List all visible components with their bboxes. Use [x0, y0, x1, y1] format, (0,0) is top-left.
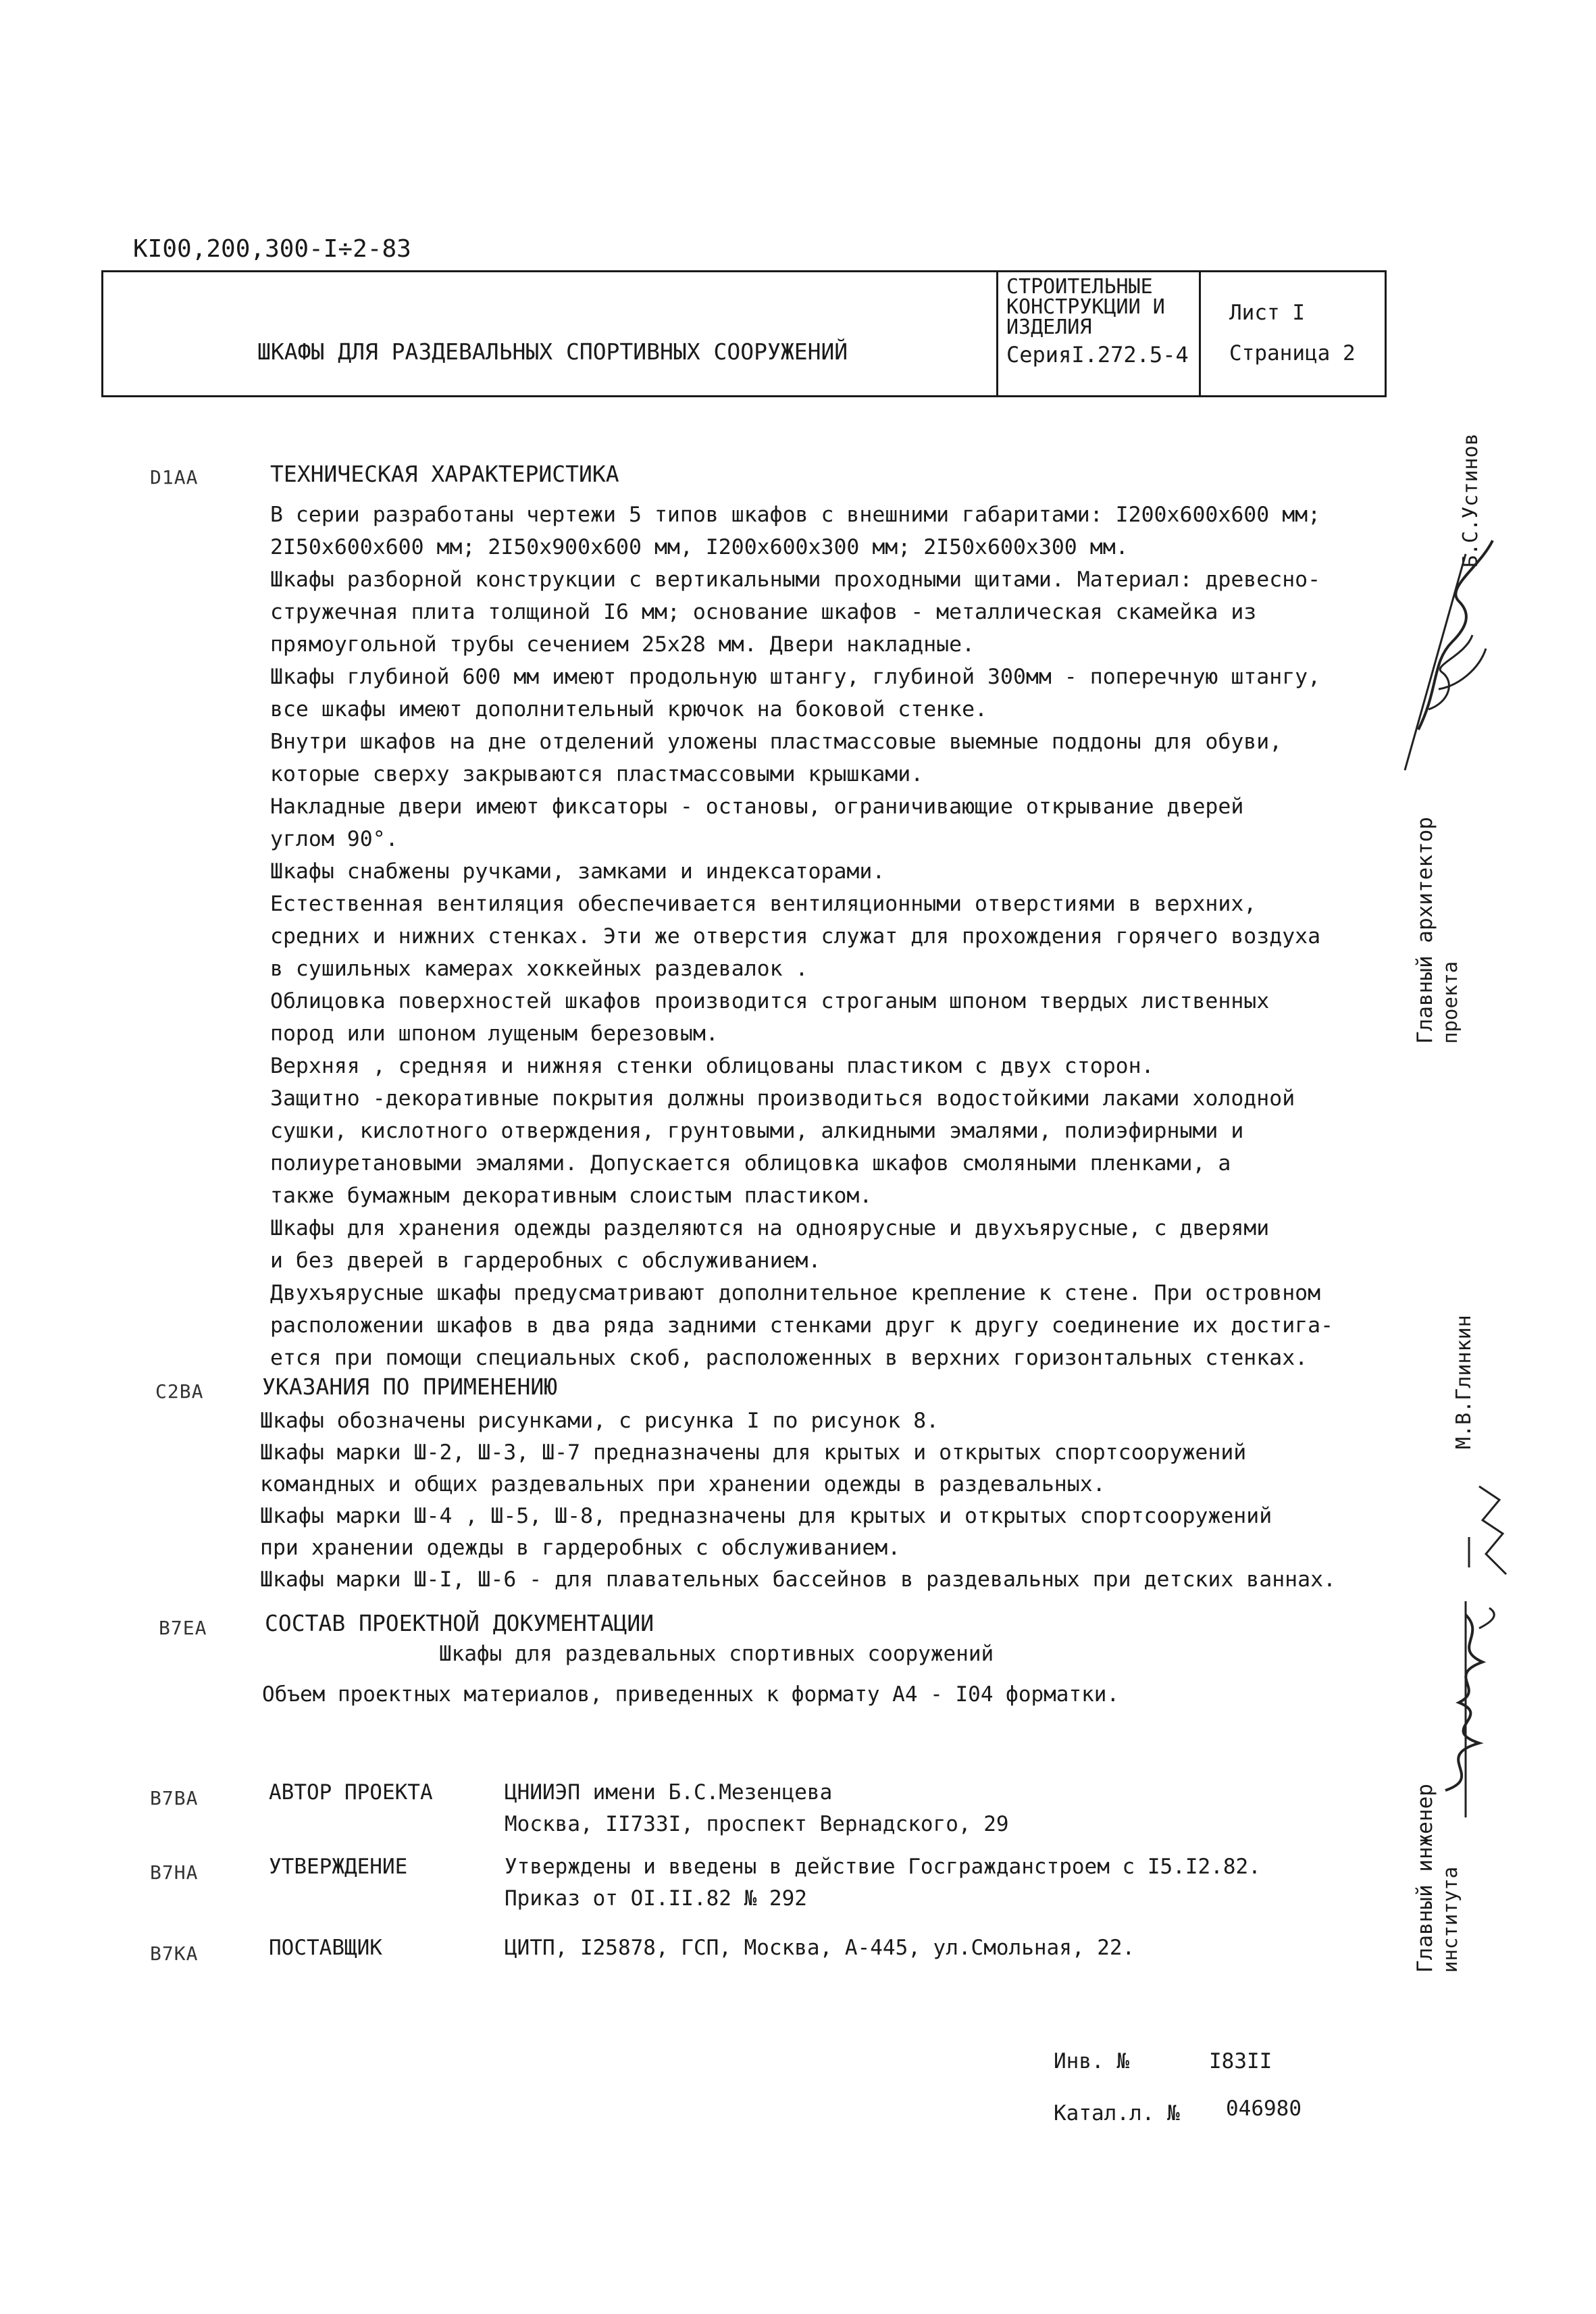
series-line: ИЗДЕЛИЯ: [1006, 316, 1092, 339]
approval-line: Утверждены и введены в действие Госгражданстроем с I5.I2.82.: [505, 1855, 1261, 1879]
document-title: ШКАФЫ ДЛЯ РАЗДЕВАЛЬНЫХ СПОРТИВНЫХ СООРУЖЕНИЙ: [257, 338, 848, 365]
text-line: и без дверей в гардеробных с обслуживанием.: [270, 1249, 821, 1273]
inventory-label: Инв. №: [1054, 2049, 1129, 2073]
text-line: Шкафы марки Ш-I, Ш-6 - для плавательных бассейнов в раздевальных при детских ваннах.: [260, 1567, 1337, 1592]
usage-description: [260, 1405, 1395, 1596]
section-code: B7BA: [150, 1787, 199, 1809]
supplier-label: ПОСТАВЩИК: [269, 1936, 382, 1960]
architect-signature: [1391, 527, 1513, 784]
text-line: все шкафы имеют дополнительный крючок на боковой стенке.: [270, 697, 988, 722]
text-line: Шкафы глубиной 600 мм имеют продольную штангу, глубиной 300мм - поперечную штангу,: [270, 665, 1321, 689]
supplier-line: ЦИТП, I25878, ГСП, Москва, А-445, ул.Смольная, 22.: [505, 1936, 1135, 1960]
document-code: КI00,200,300-I÷2-83: [133, 235, 411, 263]
section-heading: ТЕХНИЧЕСКАЯ ХАРАКТЕРИСТИКА: [270, 461, 619, 487]
text-line: сушки, кислотного отверждения, грунтовыми, алкидными эмалями, полиэфирными и: [270, 1119, 1244, 1143]
series-cell: [998, 272, 1201, 395]
series-line: СТРОИТЕЛЬНЫЕ: [1006, 275, 1153, 299]
text-line: Шкафы марки Ш-2, Ш-3, Ш-7 предназначены для крытых и открытых спортсооружений: [260, 1440, 1247, 1465]
author-line: Москва, II733I, проспект Вернадского, 29: [505, 1812, 1009, 1836]
chief-architect-title-2: проекта: [1439, 961, 1462, 1044]
text-line: Шкафы для хранения одежды разделяются на одноярусные и двухъярусные, с дверями: [270, 1216, 1270, 1240]
catalog-number: 046980: [1226, 2096, 1302, 2121]
sheet-cell: [1201, 272, 1385, 395]
text-line: Накладные двери имеют фиксаторы - остановы, ограничивающие открывание дверей: [270, 795, 1244, 819]
series-line: КОНСТРУКЦИИ И: [1006, 295, 1165, 319]
section-code: B7ЕА: [159, 1617, 207, 1639]
section-heading: УКАЗАНИЯ ПО ПРИМЕНЕНИЮ: [262, 1374, 558, 1400]
inventory-number: I83II: [1209, 2049, 1272, 2073]
section-code: C2BA: [155, 1380, 204, 1403]
text-line: углом 90°.: [270, 827, 398, 851]
approval-label: УТВЕРЖДЕНИЕ: [269, 1855, 408, 1879]
chief-engineer-title-2: института: [1439, 1866, 1462, 1973]
text-line: Шкафы обозначены рисунками, с рисунка I по рисунок 8.: [260, 1409, 939, 1433]
engineer-signature: [1418, 1588, 1513, 1824]
text-line: Внутри шкафов на дне отделений уложены пластмассовые выемные поддоны для обуви,: [270, 730, 1283, 754]
text-line: Двухъярусные шкафы предусматривают дополнительное крепление к стене. При островном: [270, 1281, 1321, 1305]
text-line: прямоугольной трубы сечением 25x28 мм. Двери накладные.: [270, 632, 975, 657]
page-number: Страница 2: [1229, 341, 1356, 366]
text-line: Шкафы разборной конструкции с вертикальными проходными щитами. Материал: древесно-: [270, 568, 1321, 592]
text-line: расположении шкафов в два ряда задними стенками друг к другу соединение их достига-: [270, 1313, 1334, 1338]
text-line: при хранении одежды в гардеробных с обслуживанием.: [260, 1536, 901, 1560]
text-line: В серии разработаны чертежи 5 типов шкафов с внешними габаритами: I200x600x600 мм;: [270, 503, 1321, 527]
tick-mark: [1456, 1534, 1483, 1574]
text-line: Верхняя , средняя и нижняя стенки облицованы пластиком с двух сторон.: [270, 1054, 1154, 1078]
docs-subheading: Шкафы для раздевальных спортивных сооружений: [439, 1642, 994, 1666]
text-line: стружечная плита толщиной I6 мм; основание шкафов - металлическая скамейка из: [270, 600, 1257, 624]
text-line: Защитно -декоративные покрытия должны производиться водостойкими лаками холодной: [270, 1086, 1295, 1111]
chief-engineer-name: М.В.Глинкин: [1452, 1315, 1476, 1449]
section-code: D1AA: [150, 466, 199, 488]
text-line: 2I50x600x600 мм; 2I50x900x600 мм, I200x600x300 мм; 2I50x600x300 мм.: [270, 535, 1129, 559]
tech-description: [270, 499, 1398, 1374]
text-line: командных и общих раздевальных при хранении одежды в раздевальных.: [260, 1472, 1106, 1496]
text-line: полиуретановыми эмалями. Допускается облицовка шкафов смоляными пленками, а: [270, 1151, 1231, 1176]
text-line: пород или шпоном лущеным березовым.: [270, 1022, 719, 1046]
chief-architect-title: Главный архитектор: [1413, 817, 1437, 1044]
catalog-label: Катал.л. №: [1054, 2101, 1180, 2126]
section-code: B7КА: [150, 1942, 199, 1965]
section-code: B7HA: [150, 1861, 199, 1884]
title-cell: [103, 272, 998, 395]
text-line: Шкафы марки Ш-4 , Ш-5, Ш-8, предназначены для крытых и открытых спортсооружений: [260, 1504, 1272, 1528]
title-block: [101, 270, 1387, 397]
author-label: АВТОР ПРОЕКТА: [269, 1780, 433, 1805]
sheet-number: Лист I: [1229, 301, 1305, 325]
author-line: ЦНИИЭП имени Б.С.Мезенцева: [505, 1780, 833, 1805]
text-line: которые сверху закрываются пластмассовыми крышками.: [270, 762, 924, 786]
approval-line: Приказ от OI.II.82 № 292: [505, 1886, 807, 1911]
text-line: также бумажным декоративным слоистым пластиком.: [270, 1184, 873, 1208]
text-line: Шкафы снабжены ручками, замками и индексаторами.: [270, 859, 885, 884]
text-line: Естественная вентиляция обеспечивается вентиляционными отверстиями в верхних,: [270, 892, 1257, 916]
text-line: Облицовка поверхностей шкафов производится строганым шпоном твердых лиственных: [270, 989, 1270, 1013]
text-line: ется при помощи специальных скоб, расположенных в верхних горизонтальных стенках.: [270, 1346, 1308, 1370]
chief-architect-name: Б.С.Устинов: [1459, 433, 1483, 568]
series-number: СерияI.272.5-4: [1006, 342, 1189, 368]
text-line: средних и нижних стенках. Эти же отверстия служат для прохождения горячего воздуха: [270, 924, 1321, 949]
section-heading: СОСТАВ ПРОЕКТНОЙ ДОКУМЕНТАЦИИ: [265, 1610, 654, 1636]
text-line: в сушильных камерах хоккейных раздевалок .: [270, 957, 808, 981]
chief-engineer-title: Главный инженер: [1413, 1784, 1437, 1973]
docs-volume: Объем проектных материалов, приведенных к формату А4 - I04 форматки.: [262, 1682, 1120, 1707]
